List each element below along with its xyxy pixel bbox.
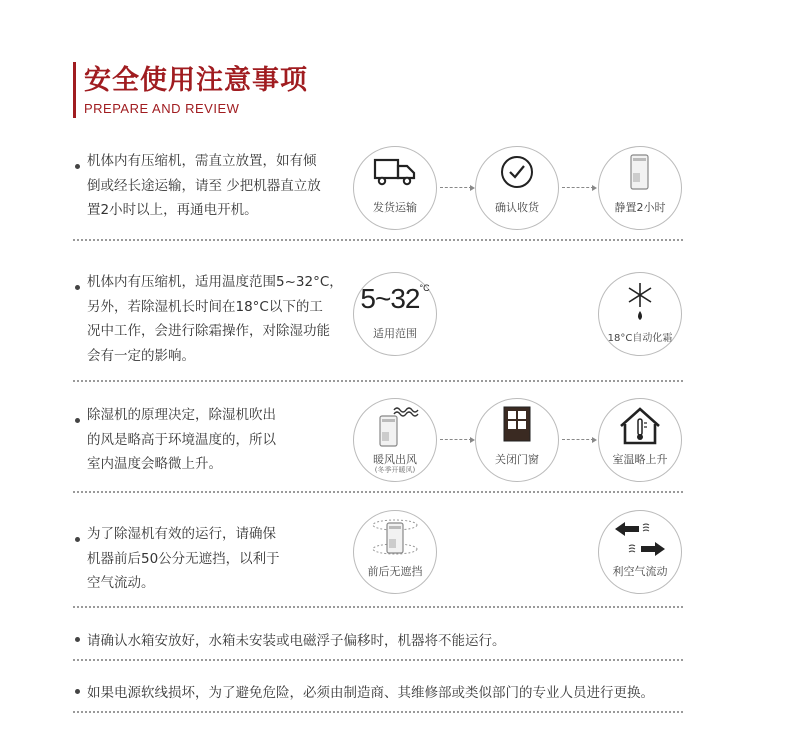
temperature-range-value: 5~32 — [360, 283, 420, 314]
airflow-arrows-icon — [599, 511, 681, 593]
temperature-unit: °C — [419, 283, 430, 293]
section-3-text — [87, 403, 276, 477]
text-line: 况中工作，会进行除霜操作，对除湿功能 — [87, 323, 330, 339]
step-label: 确认收货 — [495, 201, 539, 214]
section-divider — [73, 380, 683, 382]
text-line: 除湿机的原理决定，除湿机吹出 — [87, 407, 276, 423]
bullet-dot — [75, 418, 80, 423]
airflow-label: 利空气流动 — [612, 565, 668, 578]
text-line: 的风是略高于环境温度的，所以 — [87, 431, 276, 448]
page-title: 安全使用注意事项 — [84, 65, 308, 96]
text-line: 机器前后50公分无遮挡，以利于 — [87, 550, 280, 567]
section-2-text — [87, 270, 343, 368]
defrost-label: 18°C自动化霜 — [607, 333, 673, 344]
dashed-arrow — [440, 187, 472, 188]
dashed-arrow — [440, 439, 472, 440]
text-line: 室内温度会略微上升。 — [87, 456, 222, 472]
dehumidifier-icon — [599, 147, 681, 229]
bullet-dot — [75, 637, 80, 642]
clearance-label: 前后无遮挡 — [367, 565, 423, 578]
receipt-step — [475, 146, 559, 230]
text-line: 另外，若除湿机长时间在18°C以下的工 — [87, 298, 323, 315]
text-line: 会有一定的影响。 — [87, 347, 195, 364]
section-divider — [73, 239, 683, 241]
bullet-dot — [75, 537, 80, 542]
step-label: 暖风出风 — [373, 453, 417, 466]
note-water-tank: 请确认水箱安放好，水箱未安装或电磁浮子偏移时，机器将不能运行。 — [87, 633, 506, 649]
text-line: 机体内有压缩机，需直立放置，如有倾 — [87, 153, 317, 169]
note-power-cord: 如果电源软线损坏，为了避免危险，必须由制造商、其维修部或类似部门的专业人员进行更换。 — [87, 685, 654, 701]
step-sublabel: (冬季开暖风) — [374, 466, 416, 474]
bullet-dot — [75, 164, 80, 169]
check-circle-icon — [476, 147, 558, 229]
section-divider — [73, 606, 683, 608]
header-accent-bar — [73, 62, 76, 118]
step-label: 关闭门窗 — [495, 453, 539, 466]
dashed-arrow — [562, 187, 594, 188]
bullet-dot — [75, 285, 80, 290]
bullet-dot — [75, 689, 80, 694]
room-temp-step — [598, 398, 682, 482]
step-label: 静置2小时 — [614, 201, 666, 214]
section-divider — [73, 491, 683, 493]
range-label: 适用范围 — [373, 327, 417, 340]
warm-air-step — [353, 398, 437, 482]
step-label: 发货运输 — [373, 201, 417, 214]
house-thermometer-icon — [599, 399, 681, 481]
rest-step — [598, 146, 682, 230]
step-label: 室温略上升 — [612, 453, 668, 466]
section-4-text — [87, 522, 280, 596]
text-line: 为了除湿机有效的运行，请确保 — [87, 526, 276, 542]
close-window-step — [475, 398, 559, 482]
closed-door-icon — [476, 399, 558, 481]
page-subtitle: PREPARE AND REVIEW — [84, 101, 240, 116]
defrost-badge — [598, 272, 682, 356]
section-1-text — [87, 149, 321, 223]
text-line: 倒或经长途运输，请至 少把机器直立放 — [87, 177, 321, 194]
shipping-step — [353, 146, 437, 230]
text-line: 机体内有压缩机，适用温度范围5~32°C， — [87, 274, 343, 290]
text-line: 置2小时以上，再通电开机。 — [87, 202, 258, 218]
clearance-badge — [353, 510, 437, 594]
temperature-range-icon — [354, 283, 436, 315]
section-divider — [73, 711, 683, 713]
text-line: 空气流动。 — [87, 575, 155, 591]
temperature-range-badge — [353, 272, 437, 356]
clearance-dehumidifier-icon — [354, 511, 436, 593]
airflow-badge — [598, 510, 682, 594]
truck-icon — [354, 147, 436, 229]
dashed-arrow — [562, 439, 594, 440]
section-divider — [73, 659, 683, 661]
